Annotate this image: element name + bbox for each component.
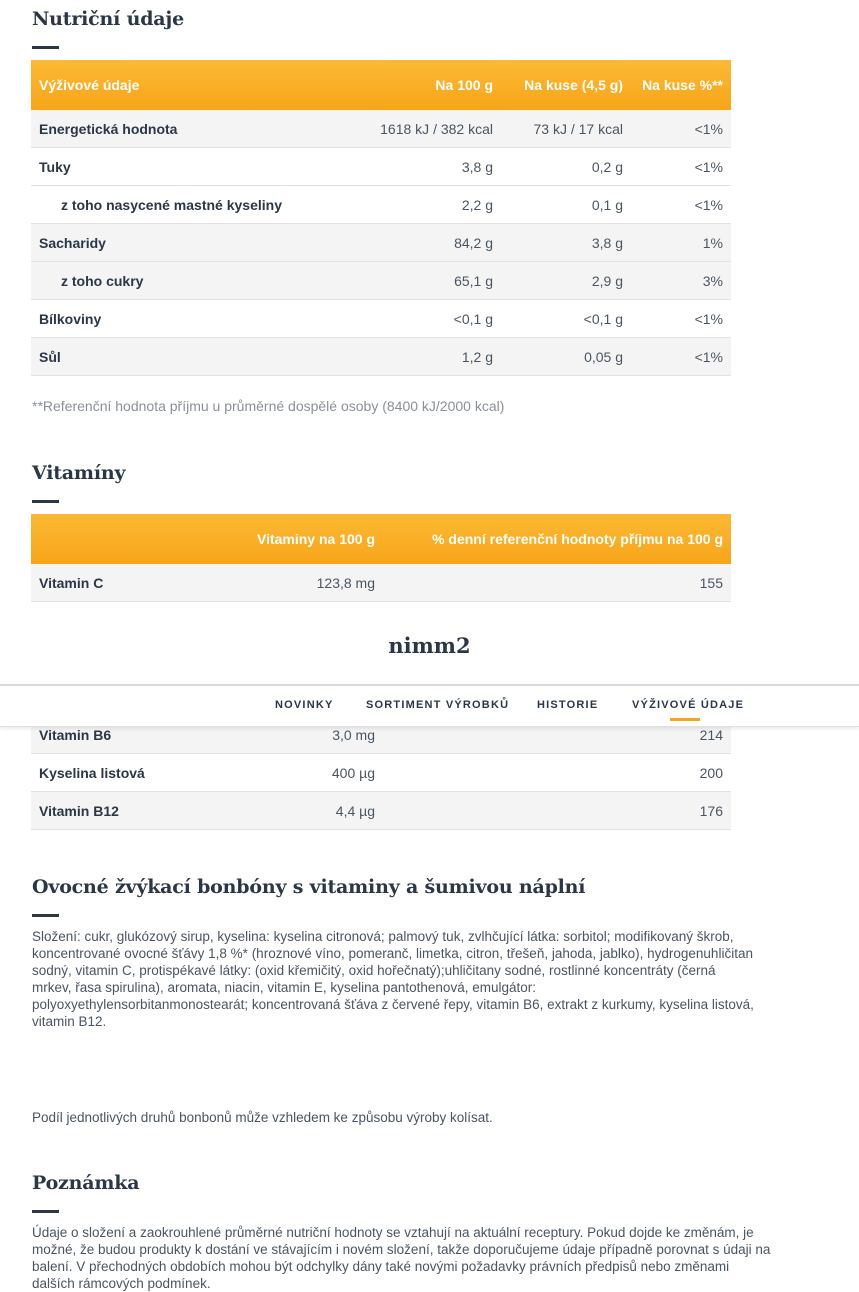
nutrient-value-100g: <0,1 g xyxy=(317,300,501,338)
nutrient-value-piece: 73 kJ / 17 kcal xyxy=(501,110,631,148)
remark-line: balení. V přechodných obdobích mohou být odchylky dány také novými požadavky právních předpisů nebo změnami xyxy=(32,1259,730,1274)
nutrient-value-pct: <1% xyxy=(631,186,731,224)
vitamin-value-pct: 176 xyxy=(383,792,731,830)
sticky-nav xyxy=(0,684,859,727)
vitamin-value-100g: 400 µg xyxy=(207,754,383,792)
vitamin-label: Vitamin B12 xyxy=(31,792,207,830)
vitamin-label: Kyselina listová xyxy=(31,754,207,792)
nutrition-row-carbohydrates xyxy=(31,224,731,262)
nutrient-value-100g: 2,2 g xyxy=(317,186,501,224)
nutrient-value-piece: 0,1 g xyxy=(501,186,631,224)
vitamin-value-pct: 155 xyxy=(383,564,731,602)
vitamins-header-ri-pct: % denní referenční hodnoty příjmu na 100 g xyxy=(383,514,731,564)
nutrition-row-energy xyxy=(31,110,731,148)
ingredients-line: koncentrované ovocné šťávy 1,8 %* (hroznové víno, pomeranč, limetka, citron, třešeň, jahoda, jablko), hydrogenuhličitan xyxy=(32,946,753,961)
nav-active-indicator xyxy=(670,718,700,721)
ingredients-line: mrkev, řasa spirulina), aromata, niacin, vitamin E, kyselina pantothenová, emulgátor: xyxy=(32,980,536,995)
vitamin-label: Vitamin C xyxy=(31,564,207,602)
vitamins-row-folic-acid xyxy=(31,754,731,792)
nutrient-value-100g: 1,2 g xyxy=(317,338,501,376)
nav-item-historie[interactable]: HISTORIE xyxy=(537,699,599,711)
nutrient-label: Sacharidy xyxy=(31,224,317,262)
vitamins-row-c xyxy=(31,564,731,602)
ingredients-line: Složení: cukr, glukózový sirup, kyselina: kyselina citronová; palmový tuk, zvlhčující látka: sorbitol; modifikovaný škrob, xyxy=(32,929,734,944)
remark-title-rule xyxy=(32,1210,59,1213)
nutrient-value-piece: 3,8 g xyxy=(501,224,631,262)
vitamin-value-100g: 3,0 mg xyxy=(207,716,383,754)
nutrient-label: Bílkoviny xyxy=(31,300,317,338)
nav-item-vyzivove-udaje[interactable]: VÝŽIVOVÉ ÚDAJE xyxy=(632,699,745,711)
nutrient-label: Tuky xyxy=(31,148,317,186)
nutrient-value-100g: 65,1 g xyxy=(317,262,501,300)
nutrient-value-pct: <1% xyxy=(631,300,731,338)
nutrition-header-per-piece-pct: Na kuse %** xyxy=(631,60,731,110)
nutrient-value-pct: <1% xyxy=(631,338,731,376)
remark-text xyxy=(32,1224,859,1292)
nutrient-value-pct: 1% xyxy=(631,224,731,262)
remark-line: dalších rámcových podmínek. xyxy=(32,1276,211,1291)
ingredients-note: Podíl jednotlivých druhů bonbonů může vzhledem ke způsobu výroby kolísat. xyxy=(32,1110,493,1125)
vitamins-header-per-100g: Vitaminy na 100 g xyxy=(207,514,383,564)
nutrition-title-rule xyxy=(32,46,59,49)
nutrient-value-100g: 1618 kJ / 382 kcal xyxy=(317,110,501,148)
vitamins-header-row xyxy=(31,514,731,564)
ingredients-title: Ovocné žvýkací bonbóny s vitaminy a šumivou náplní xyxy=(32,876,586,898)
nutrient-label: Energetická hodnota xyxy=(31,110,317,148)
brand-logo: nimm2 xyxy=(388,633,471,658)
remark-line: možné, že budou produkty k dostání ve stávajícím i novém složení, takže doporučujeme údaje případně porovnat s údaji na xyxy=(32,1242,771,1257)
nutrition-header-row xyxy=(31,60,731,110)
vitamin-value-pct: 200 xyxy=(383,754,731,792)
ingredients-title-rule xyxy=(32,914,59,917)
ingredients-text xyxy=(32,928,859,1030)
vitamins-row-b12 xyxy=(31,792,731,830)
vitamins-header-name xyxy=(31,514,207,564)
nutrition-title: Nutriční údaje xyxy=(32,8,184,30)
remark-title: Poznámka xyxy=(32,1172,140,1194)
nutrition-footnote: **Referenční hodnota příjmu u průměrné dospělé osoby (8400 kJ/2000 kcal) xyxy=(32,398,505,414)
nutrition-table xyxy=(31,60,731,376)
nutrient-value-piece: <0,1 g xyxy=(501,300,631,338)
nutrient-value-100g: 3,8 g xyxy=(317,148,501,186)
nutrient-value-piece: 0,05 g xyxy=(501,338,631,376)
nutrient-value-pct: <1% xyxy=(631,148,731,186)
vitamins-table xyxy=(31,514,731,602)
nutrient-value-pct: 3% xyxy=(631,262,731,300)
nutrient-value-piece: 0,2 g xyxy=(501,148,631,186)
vitamin-label: Vitamin B6 xyxy=(31,716,207,754)
nav-item-novinky[interactable]: NOVINKY xyxy=(275,699,334,711)
ingredients-line: vitamin B12. xyxy=(32,1014,107,1029)
vitamins-title: Vitamíny xyxy=(32,462,126,484)
nutrition-header-nutrient: Výživové údaje xyxy=(31,60,317,110)
nutrition-header-per-piece: Na kuse (4,5 g) xyxy=(501,60,631,110)
nutrition-header-per-100g: Na 100 g xyxy=(317,60,501,110)
nutrition-row-protein xyxy=(31,300,731,338)
nutrient-label: Sůl xyxy=(31,338,317,376)
nutrition-row-sugars xyxy=(31,262,731,300)
vitamins-title-rule xyxy=(32,500,59,503)
remark-line: Údaje o složení a zaokrouhlené průměrné nutriční hodnoty se vztahují na aktuální receptury. Pokud dojde ke změnám, je xyxy=(32,1225,754,1240)
nutrient-value-100g: 84,2 g xyxy=(317,224,501,262)
nutrition-row-salt xyxy=(31,338,731,376)
nutrition-row-fat xyxy=(31,148,731,186)
vitamin-value-100g: 4,4 µg xyxy=(207,792,383,830)
ingredients-line: sodný, vitamin C, protispékavé látky: (oxid křemičitý, oxid hořečnatý);uhličitany sodné, rostlinné koncentráty (černá xyxy=(32,963,716,978)
nutrient-value-piece: 2,9 g xyxy=(501,262,631,300)
nutrient-value-pct: <1% xyxy=(631,110,731,148)
nutrient-label: z toho cukry xyxy=(31,262,317,300)
nav-item-sortiment[interactable]: SORTIMENT VÝROBKŮ xyxy=(366,699,510,711)
ingredients-line: polyoxyethylensorbitanmonostearát; koncentrovaná šťáva z červené řepy, vitamin B6, extrakt z kurkumy, kyselina listová, xyxy=(32,997,754,1012)
nutrition-row-saturated-fat xyxy=(31,186,731,224)
nutrient-label: z toho nasycené mastné kyseliny xyxy=(31,186,317,224)
vitamins-table-continued xyxy=(31,716,731,830)
vitamin-value-100g: 123,8 mg xyxy=(207,564,383,602)
vitamin-value-pct: 214 xyxy=(383,716,731,754)
